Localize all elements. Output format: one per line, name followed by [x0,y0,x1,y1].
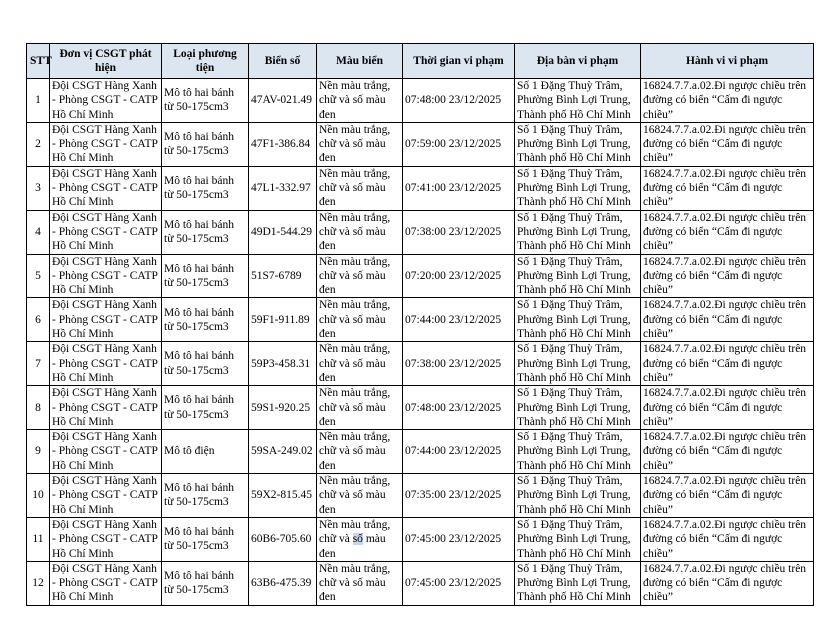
cell-unit: Đội CSGT Hàng Xanh - Phòng CSGT - CATP Hồ Chí Minh [50,342,162,386]
cell-stt: 8 [27,386,50,430]
cell-time: 07:44:00 23/12/2025 [403,298,515,342]
cell-time: 07:48:00 23/12/2025 [403,386,515,430]
cell-color [317,517,403,561]
cell-vehicle: Mô tô điện [162,430,249,474]
cell-plate: 60B6-705.60 [249,517,317,561]
cell-act: 16824.7.7.a.02.Đi ngược chiều trên đường có biển “Cấm đi ngược chiều” [641,166,814,210]
cell-place: Số 1 Đặng Thuỳ Trâm, Phường Bình Lợi Trung, Thành phố Hồ Chí Minh [515,166,641,210]
cell-act: 16824.7.7.a.02.Đi ngược chiều trên đường có biển “Cấm đi ngược chiều” [641,517,814,561]
table-row [27,342,814,386]
cell-act: 16824.7.7.a.02.Đi ngược chiều trên đường có biển “Cấm đi ngược chiều” [641,298,814,342]
cell-stt: 3 [27,166,50,210]
cell-vehicle: Mô tô hai bánh từ 50-175cm3 [162,79,249,123]
cell-place: Số 1 Đặng Thuỳ Trâm, Phường Bình Lợi Trung, Thành phố Hồ Chí Minh [515,474,641,518]
cell-stt: 4 [27,210,50,254]
cell-stt: 9 [27,430,50,474]
color-text-part: màu đen [319,533,386,560]
cell-stt: 7 [27,342,50,386]
cell-plate: 47AV-021.49 [249,79,317,123]
cell-color: Nền màu trắng, chữ và số màu đen [317,210,403,254]
cell-act: 16824.7.7.a.02.Đi ngược chiều trên đường có biển “Cấm đi ngược chiều” [641,561,814,605]
cell-act: 16824.7.7.a.02.Đi ngược chiều trên đường có biển “Cấm đi ngược chiều” [641,254,814,298]
header-stt: STT [27,44,50,79]
cell-stt: 11 [27,517,50,561]
cell-unit: Đội CSGT Hàng Xanh - Phòng CSGT - CATP Hồ Chí Minh [50,474,162,518]
header-row [27,44,814,79]
cell-unit: Đội CSGT Hàng Xanh - Phòng CSGT - CATP Hồ Chí Minh [50,122,162,166]
table-row [27,430,814,474]
cell-color: Nền màu trắng, chữ và số màu đen [317,166,403,210]
table-row [27,386,814,430]
cell-unit: Đội CSGT Hàng Xanh - Phòng CSGT - CATP Hồ Chí Minh [50,430,162,474]
cell-time: 07:48:00 23/12/2025 [403,79,515,123]
cell-place: Số 1 Đặng Thuỳ Trâm, Phường Bình Lợi Trung, Thành phố Hồ Chí Minh [515,122,641,166]
cell-time: 07:59:00 23/12/2025 [403,122,515,166]
cell-unit: Đội CSGT Hàng Xanh - Phòng CSGT - CATP Hồ Chí Minh [50,298,162,342]
cell-vehicle: Mô tô hai bánh từ 50-175cm3 [162,166,249,210]
cell-color: Nền màu trắng, chữ và số màu đen [317,122,403,166]
cell-unit: Đội CSGT Hàng Xanh - Phòng CSGT - CATP Hồ Chí Minh [50,210,162,254]
header-place: Địa bàn vi phạm [515,44,641,79]
cell-stt: 1 [27,79,50,123]
table-row [27,79,814,123]
cell-vehicle: Mô tô hai bánh từ 50-175cm3 [162,254,249,298]
cell-act: 16824.7.7.a.02.Đi ngược chiều trên đường có biển “Cấm đi ngược chiều” [641,430,814,474]
cell-color: Nền màu trắng, chữ và số màu đen [317,254,403,298]
cell-time: 07:45:00 23/12/2025 [403,517,515,561]
cell-stt: 5 [27,254,50,298]
cell-act: 16824.7.7.a.02.Đi ngược chiều trên đường có biển “Cấm đi ngược chiều” [641,210,814,254]
cell-time: 07:45:00 23/12/2025 [403,561,515,605]
violations-table [26,43,814,606]
cell-time: 07:44:00 23/12/2025 [403,430,515,474]
cell-vehicle: Mô tô hai bánh từ 50-175cm3 [162,386,249,430]
cell-stt: 6 [27,298,50,342]
selected-text[interactable]: số [352,533,363,546]
cell-vehicle: Mô tô hai bánh từ 50-175cm3 [162,342,249,386]
table-row [27,210,814,254]
cell-act: 16824.7.7.a.02.Đi ngược chiều trên đường có biển “Cấm đi ngược chiều” [641,386,814,430]
table-row [27,254,814,298]
cell-place: Số 1 Đặng Thuỳ Trâm, Phường Bình Lợi Trung, Thành phố Hồ Chí Minh [515,386,641,430]
cell-time: 07:38:00 23/12/2025 [403,210,515,254]
header-vehicle: Loại phương tiện [162,44,249,79]
cell-color: Nền màu trắng, chữ và số màu đen [317,342,403,386]
cell-time: 07:38:00 23/12/2025 [403,342,515,386]
cell-plate: 59SA-249.02 [249,430,317,474]
cell-vehicle: Mô tô hai bánh từ 50-175cm3 [162,561,249,605]
table-row [27,166,814,210]
cell-vehicle: Mô tô hai bánh từ 50-175cm3 [162,210,249,254]
header-plate: Biển số [249,44,317,79]
header-color: Màu biển [317,44,403,79]
cell-unit: Đội CSGT Hàng Xanh - Phòng CSGT - CATP Hồ Chí Minh [50,166,162,210]
cell-stt: 10 [27,474,50,518]
cell-time: 07:35:00 23/12/2025 [403,474,515,518]
table-row [27,517,814,561]
table-row [27,561,814,605]
cell-stt: 12 [27,561,50,605]
cell-unit: Đội CSGT Hàng Xanh - Phòng CSGT - CATP Hồ Chí Minh [50,79,162,123]
cell-plate: 47L1-332.97 [249,166,317,210]
cell-plate: 51S7-6789 [249,254,317,298]
cell-color: Nền màu trắng, chữ và số màu đen [317,298,403,342]
cell-vehicle: Mô tô hai bánh từ 50-175cm3 [162,122,249,166]
cell-stt: 2 [27,122,50,166]
cell-vehicle: Mô tô hai bánh từ 50-175cm3 [162,517,249,561]
cell-plate: 59F1-911.89 [249,298,317,342]
cell-act: 16824.7.7.a.02.Đi ngược chiều trên đường có biển “Cấm đi ngược chiều” [641,342,814,386]
cell-plate: 63B6-475.39 [249,561,317,605]
cell-time: 07:41:00 23/12/2025 [403,166,515,210]
color-text-part: Nền màu trắng, chữ và [319,518,391,546]
cell-color: Nền màu trắng, chữ và số màu đen [317,79,403,123]
cell-unit: Đội CSGT Hàng Xanh - Phòng CSGT - CATP Hồ Chí Minh [50,254,162,298]
header-act: Hành vi vi phạm [641,44,814,79]
cell-place: Số 1 Đặng Thuỳ Trâm, Phường Bình Lợi Trung, Thành phố Hồ Chí Minh [515,79,641,123]
cell-plate: 59S1-920.25 [249,386,317,430]
cell-place: Số 1 Đặng Thuỳ Trâm, Phường Bình Lợi Trung, Thành phố Hồ Chí Minh [515,298,641,342]
cell-plate: 49D1-544.29 [249,210,317,254]
cell-plate: 59X2-815.45 [249,474,317,518]
header-time: Thời gian vi phạm [403,44,515,79]
cell-act: 16824.7.7.a.02.Đi ngược chiều trên đường có biển “Cấm đi ngược chiều” [641,474,814,518]
cell-unit: Đội CSGT Hàng Xanh - Phòng CSGT - CATP Hồ Chí Minh [50,517,162,561]
cell-color: Nền màu trắng, chữ và số màu đen [317,561,403,605]
cell-place: Số 1 Đặng Thuỳ Trâm, Phường Bình Lợi Trung, Thành phố Hồ Chí Minh [515,561,641,605]
header-unit: Đơn vị CSGT phát hiện [50,44,162,79]
cell-place: Số 1 Đặng Thuỳ Trâm, Phường Bình Lợi Trung, Thành phố Hồ Chí Minh [515,254,641,298]
cell-color: Nền màu trắng, chữ và số màu đen [317,386,403,430]
cell-unit: Đội CSGT Hàng Xanh - Phòng CSGT - CATP Hồ Chí Minh [50,561,162,605]
cell-time: 07:20:00 23/12/2025 [403,254,515,298]
cell-plate: 59P3-458.31 [249,342,317,386]
cell-unit: Đội CSGT Hàng Xanh - Phòng CSGT - CATP Hồ Chí Minh [50,386,162,430]
table-row [27,122,814,166]
cell-place: Số 1 Đặng Thuỳ Trâm, Phường Bình Lợi Trung, Thành phố Hồ Chí Minh [515,342,641,386]
cell-vehicle: Mô tô hai bánh từ 50-175cm3 [162,298,249,342]
table-row [27,298,814,342]
cell-place: Số 1 Đặng Thuỳ Trâm, Phường Bình Lợi Trung, Thành phố Hồ Chí Minh [515,210,641,254]
table-row [27,474,814,518]
cell-place: Số 1 Đặng Thuỳ Trâm, Phường Bình Lợi Trung, Thành phố Hồ Chí Minh [515,517,641,561]
cell-color: Nền màu trắng, chữ và số màu đen [317,430,403,474]
cell-act: 16824.7.7.a.02.Đi ngược chiều trên đường có biển “Cấm đi ngược chiều” [641,79,814,123]
cell-place: Số 1 Đặng Thuỳ Trâm, Phường Bình Lợi Trung, Thành phố Hồ Chí Minh [515,430,641,474]
cell-vehicle: Mô tô hai bánh từ 50-175cm3 [162,474,249,518]
cell-color: Nền màu trắng, chữ và số màu đen [317,474,403,518]
cell-act: 16824.7.7.a.02.Đi ngược chiều trên đường có biển “Cấm đi ngược chiều” [641,122,814,166]
cell-plate: 47F1-386.84 [249,122,317,166]
